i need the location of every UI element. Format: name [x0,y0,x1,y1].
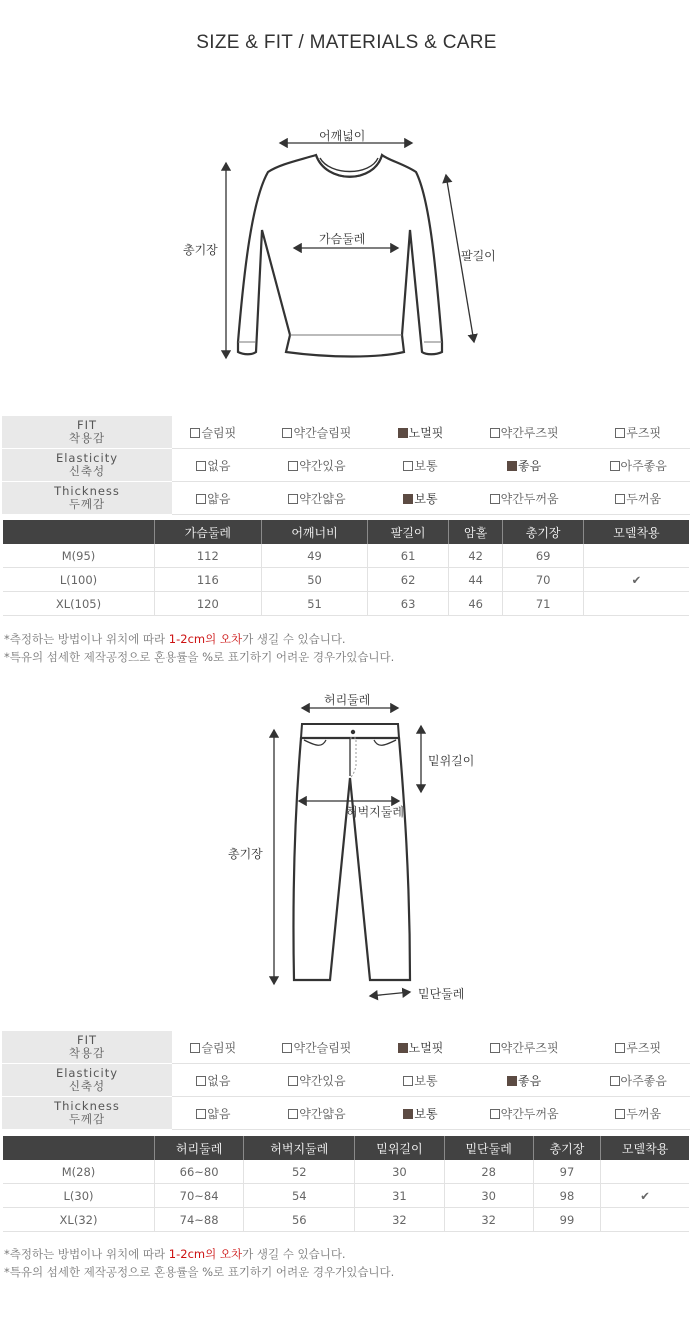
fit-option-label: 약간얇음 [299,491,346,506]
size-cell: 30 [444,1184,533,1208]
size-cell: 116 [155,568,262,592]
fit-option [586,1031,690,1064]
size-cell: 32 [355,1208,444,1232]
fit-option [462,1031,587,1064]
fit-row-label [2,1064,172,1097]
size-cell: 54 [244,1184,355,1208]
size-cell: 66~80 [155,1160,244,1184]
size-cell: L(100) [3,568,155,592]
unchecked-box-icon [615,1109,625,1119]
size-header-row [3,520,689,544]
table-row [3,544,689,568]
fit-option [379,1031,462,1064]
size-header-cell: 가슴둘레 [155,520,262,544]
size-header-cell: 암홀 [448,520,502,544]
fit-label-en: FIT [76,1033,98,1047]
unchecked-box-icon [282,428,292,438]
fit-label-en: Thickness [54,484,120,498]
fit-option [255,482,380,515]
model-wearing-check: ✔ [583,568,689,592]
size-cell: 28 [444,1160,533,1184]
size-header-cell: 총기장 [503,520,584,544]
size-cell: 97 [533,1160,600,1184]
fit-option-label: 얇음 [207,491,231,506]
fit-label-ko: 신축성 [68,464,106,478]
size-cell: 112 [155,544,262,568]
size-header-cell: 어깨너비 [261,520,368,544]
fit-option-label: 없음 [207,1073,231,1088]
fit-option-label: 두꺼움 [626,1106,662,1121]
fit-option-label: 루즈핏 [626,1040,662,1055]
unchecked-box-icon [490,1043,500,1053]
size-cell: 69 [503,544,584,568]
fit-row [2,1097,690,1130]
fit-row-label [2,449,172,482]
fit-option [462,1064,587,1097]
unchecked-box-icon [615,428,625,438]
size-header-cell: 허리둘레 [155,1136,244,1160]
fit-option-label: 약간슬림핏 [293,1040,352,1055]
bottom-fit-table [2,1031,690,1130]
size-cell: 98 [533,1184,600,1208]
size-header-cell: 모델착용 [583,520,689,544]
fit-option-label: 약간슬림핏 [293,425,352,440]
size-cell [601,1160,689,1184]
checked-box-icon [507,461,517,471]
fit-option [379,1097,462,1130]
size-header-cell: 밑단둘레 [444,1136,533,1160]
fit-option [255,1031,380,1064]
unchecked-box-icon [288,1109,298,1119]
size-cell: L(30) [3,1184,155,1208]
unchecked-box-icon [196,494,206,504]
fit-option-label: 슬림핏 [201,425,237,440]
unchecked-box-icon [490,1109,500,1119]
pants-length-label: 총기장 [228,847,263,861]
unchecked-box-icon [190,428,200,438]
error-range-highlight: 1-2cm의 오차 [168,632,243,646]
fit-label-ko: 두께감 [68,497,106,511]
fit-option-label: 보통 [414,1106,438,1121]
unchecked-box-icon [403,461,413,471]
size-cell: 62 [368,568,449,592]
checked-box-icon [398,1043,408,1053]
size-cell [583,592,689,616]
size-header-cell [3,1136,155,1160]
size-header-row [3,1136,689,1160]
fit-label-ko: 착용감 [68,431,106,445]
size-cell [601,1208,689,1232]
note-line-2: *특유의 섬세한 제작공정으로 혼용률을 %로 표기하기 어려운 경우가있습니다. [4,650,395,664]
fit-option [586,449,690,482]
fit-option [379,482,462,515]
unchecked-box-icon [196,1109,206,1119]
fit-option [172,1097,255,1130]
fit-option [255,449,380,482]
size-cell: 42 [448,544,502,568]
table-row [3,592,689,616]
sleeve-label: 팔길이 [461,249,496,263]
size-cell: 52 [244,1160,355,1184]
size-cell: 31 [355,1184,444,1208]
size-header-cell: 모델착용 [601,1136,689,1160]
size-cell: 44 [448,568,502,592]
fit-option-label: 약간루즈핏 [500,1040,559,1055]
fit-option-label: 아주좋음 [620,1073,667,1088]
chest-label: 가슴둘레 [319,232,366,246]
unchecked-box-icon [610,1076,620,1086]
fit-label-en: Elasticity [55,451,119,465]
size-cell: 71 [503,592,584,616]
size-cell: 99 [533,1208,600,1232]
fit-row-label [2,416,172,449]
fit-option [586,1097,690,1130]
size-cell: 70 [503,568,584,592]
size-cell [583,544,689,568]
page-title: SIZE & FIT / MATERIALS & CARE [196,32,497,53]
top-size-table [3,520,689,616]
fit-row-label [2,482,172,515]
checked-box-icon [403,494,413,504]
fit-option-label: 보통 [414,491,438,506]
fit-option-label: 보통 [414,1073,438,1088]
unchecked-box-icon [190,1043,200,1053]
fit-option-label: 보통 [414,458,438,473]
top-notes [4,630,394,666]
model-wearing-check: ✔ [601,1184,689,1208]
size-cell: 74~88 [155,1208,244,1232]
pants-illustration [0,688,693,1008]
fit-option-label: 약간루즈핏 [500,425,559,440]
unchecked-box-icon [196,461,206,471]
size-cell: 120 [155,592,262,616]
unchecked-box-icon [403,1076,413,1086]
fit-option [462,1097,587,1130]
error-range-highlight: 1-2cm의 오차 [168,1247,243,1261]
waist-label: 허리둘레 [324,693,371,707]
fit-option [379,449,462,482]
unchecked-box-icon [288,461,298,471]
fit-option [379,416,462,449]
unchecked-box-icon [196,1076,206,1086]
fit-row [2,416,690,449]
fit-option [255,1064,380,1097]
fit-option-label: 노멀핏 [408,425,444,440]
shoulder-label: 어깨넓이 [319,129,366,143]
size-cell: 61 [368,544,449,568]
size-cell: 63 [368,592,449,616]
size-cell: XL(32) [3,1208,155,1232]
size-header-cell [3,520,155,544]
fit-option [586,1064,690,1097]
fit-row [2,1031,690,1064]
fit-option-label: 슬림핏 [201,1040,237,1055]
fit-label-ko: 두께감 [68,1112,106,1126]
fit-label-ko: 신축성 [68,1079,106,1093]
thigh-label: 허벅지둘레 [346,805,404,819]
top-measurement-diagram [0,120,693,370]
size-header-cell: 밑위길이 [355,1136,444,1160]
size-cell: XL(105) [3,592,155,616]
size-cell: 56 [244,1208,355,1232]
fit-row [2,449,690,482]
bottom-measurement-diagram [0,688,693,1008]
note-line-1: *측정하는 방법이나 위치에 따라 1-2cm의 오차가 생길 수 있습니다. [4,1247,346,1261]
unchecked-box-icon [490,428,500,438]
fit-option [586,416,690,449]
table-row [3,568,689,592]
rise-label: 밑위길이 [428,754,475,768]
length-label: 총기장 [183,243,218,257]
fit-option [462,416,587,449]
table-row [3,1160,689,1184]
fit-option [462,449,587,482]
unchecked-box-icon [615,1043,625,1053]
fit-option [462,482,587,515]
fit-label-en: Thickness [54,1099,120,1113]
hem-label: 밑단둘레 [418,987,465,1001]
checked-box-icon [398,428,408,438]
size-cell: 30 [355,1160,444,1184]
fit-option-label: 약간두꺼움 [500,1106,559,1121]
fit-row-label [2,1031,172,1064]
fit-option-label: 얇음 [207,1106,231,1121]
fit-option [172,449,255,482]
fit-option-label: 약간있음 [299,1073,346,1088]
fit-option-label: 두꺼움 [626,491,662,506]
fit-label-en: Elasticity [55,1066,119,1080]
size-cell: 32 [444,1208,533,1232]
unchecked-box-icon [490,494,500,504]
fit-option-label: 좋음 [518,1073,542,1088]
size-cell: 46 [448,592,502,616]
size-cell: 70~84 [155,1184,244,1208]
size-cell: 49 [261,544,368,568]
unchecked-box-icon [282,1043,292,1053]
unchecked-box-icon [615,494,625,504]
fit-label-ko: 착용감 [68,1046,106,1060]
unchecked-box-icon [288,1076,298,1086]
bottom-size-table [3,1136,689,1232]
fit-option [586,482,690,515]
size-cell: M(95) [3,544,155,568]
size-header-cell: 팔길이 [368,520,449,544]
table-row [3,1184,689,1208]
fit-label-en: FIT [76,418,98,432]
fit-option-label: 약간있음 [299,458,346,473]
fit-option-label: 약간얇음 [299,1106,346,1121]
fit-option-label: 약간두꺼움 [500,491,559,506]
fit-option [172,416,255,449]
fit-option [255,1097,380,1130]
bottom-notes [4,1245,394,1281]
table-row [3,1208,689,1232]
fit-option-label: 루즈핏 [626,425,662,440]
note-line-2: *특유의 섬세한 제작공정으로 혼용률을 %로 표기하기 어려운 경우가있습니다. [4,1265,395,1279]
fit-row [2,482,690,515]
fit-option-label: 아주좋음 [620,458,667,473]
fit-option-label: 좋음 [518,458,542,473]
fit-option [172,482,255,515]
fit-option-label: 없음 [207,458,231,473]
fit-option [172,1031,255,1064]
top-fit-table [2,416,690,515]
unchecked-box-icon [288,494,298,504]
fit-row-label [2,1097,172,1130]
size-header-cell: 총기장 [533,1136,600,1160]
size-header-cell: 허벅지둘레 [244,1136,355,1160]
checked-box-icon [403,1109,413,1119]
fit-option-label: 노멀핏 [408,1040,444,1055]
fit-option [172,1064,255,1097]
unchecked-box-icon [610,461,620,471]
size-cell: M(28) [3,1160,155,1184]
note-line-1: *측정하는 방법이나 위치에 따라 1-2cm의 오차가 생길 수 있습니다. [4,632,346,646]
fit-option [255,416,380,449]
size-cell: 51 [261,592,368,616]
fit-option [379,1064,462,1097]
checked-box-icon [507,1076,517,1086]
fit-row [2,1064,690,1097]
size-cell: 50 [261,568,368,592]
